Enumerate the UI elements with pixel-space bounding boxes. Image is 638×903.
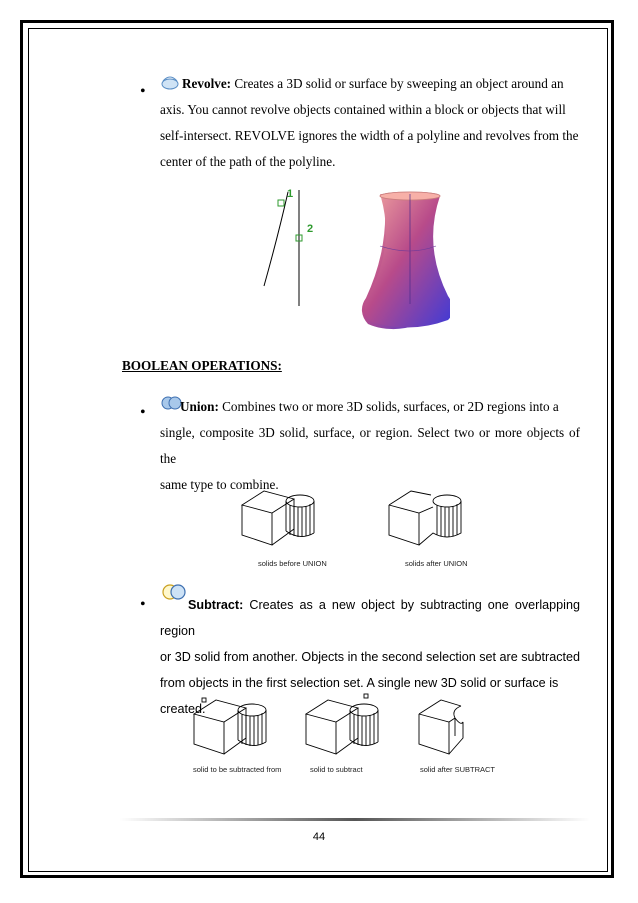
union-caption-before: solids before UNION (258, 559, 327, 568)
union-before-figure (238, 483, 328, 551)
union-after-figure (385, 483, 475, 551)
boolean-heading: BOOLEAN OPERATIONS: (122, 358, 282, 373)
bullet: • (140, 404, 146, 421)
revolve-figure (260, 186, 450, 336)
union-title: Union: (180, 399, 219, 414)
bullet: • (140, 596, 146, 613)
page-number: 44 (312, 831, 326, 843)
revolve-label-2: 2 (307, 223, 314, 235)
subtract-title: Subtract: (188, 598, 244, 612)
subtract-tool-figure (302, 692, 392, 760)
subtract-from-figure (190, 692, 280, 760)
subtract-caption-from: solid to be subtracted from (193, 765, 282, 774)
revolve-label-1: 1 (287, 188, 294, 200)
union-paragraph: Union: Combines two or more 3D solids, surfaces, or 2D regions into a single, composite 3D solid, surface, or region. Select two or more objects of the same type to combine. (160, 399, 580, 492)
subtract-caption-tool: solid to subtract (310, 765, 363, 774)
subtract-after-figure (415, 692, 475, 760)
footer-rule (120, 817, 590, 823)
bullet: • (140, 83, 146, 100)
revolve-title: Revolve: (182, 76, 232, 91)
union-caption-after: solids after UNION (405, 559, 468, 568)
subtract-caption-after: solid after SUBTRACT (420, 765, 496, 774)
subtract-paragraph: Subtract: Creates as a new object by subtracting one overlapping region or 3D solid from another. Objects in the second selection set are subtracted from objects in the first selection set. A single new 3D solid or surface is created. (160, 598, 581, 716)
revolve-paragraph: Revolve: Creates a 3D solid or surface by sweeping an object around an axis. You cannot revolve objects contained within a block or objects that will self-intersect. REVOLVE ignores the width of a polyline and revolves from the center of the path of the polyline. (160, 76, 579, 169)
